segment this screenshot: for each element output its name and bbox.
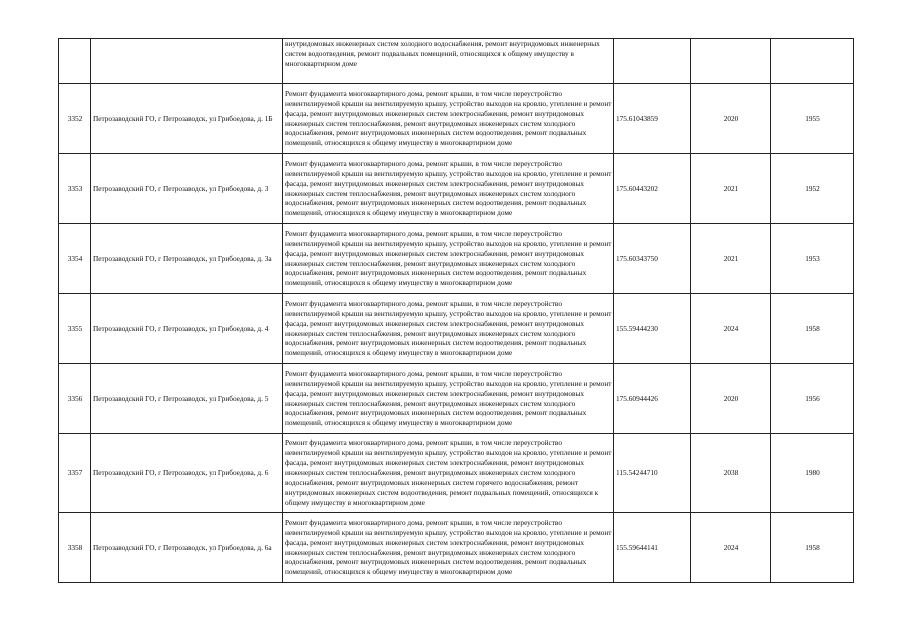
cell-year: 2024 <box>691 294 771 364</box>
cell-works: внутридомовых инженерных систем холодного водоснабжения, ремонт внутридомовых инженерных систем водоотведения, ремонт подвальных помещений, относящихся к общему имуществу в многоквартирном доме <box>283 39 614 84</box>
cell-address: Петрозаводский ГО, г Петрозаводск, ул Грибоедова, д. 6а <box>91 513 283 583</box>
cell-year: 2020 <box>691 364 771 434</box>
cell-address <box>91 39 283 84</box>
cell-cost: 155.59444230 <box>614 294 691 364</box>
cell-number: 3356 <box>59 364 91 434</box>
cell-cost: 175.60944426 <box>614 364 691 434</box>
cell-works: Ремонт фундамента многоквартирного дома, ремонт крыши, в том числе переустройство невентилируемой крыши на вентилируемую крышу, устройство выходов на кровлю, утепление и ремонт фасада, ремонт внутридомовых инженерных систем электроснабжения, ремонт внутридомовых инженерных систем теплоснабжения, ремонт внутридомовых инженерных систем холодного водоснабжения, ремонт внутридомовых инженерных систем водоотведения, ремонт подвальных помещений, относящихся к общему имуществу в многоквартирном доме <box>283 224 614 294</box>
table-row <box>59 294 854 364</box>
cell-number: 3354 <box>59 224 91 294</box>
cell-number <box>59 39 91 84</box>
table-row <box>59 84 854 154</box>
cell-year: 2020 <box>691 84 771 154</box>
cell-number: 3357 <box>59 434 91 513</box>
cell-year: 2021 <box>691 154 771 224</box>
cell-works: Ремонт фундамента многоквартирного дома, ремонт крыши, в том числе переустройство невентилируемой крыши на вентилируемую крышу, устройство выходов на кровлю, утепление и ремонт фасада, ремонт внутридомовых инженерных систем электроснабжения, ремонт внутридомовых инженерных систем теплоснабжения, ремонт внутридомовых инженерных систем холодного водоснабжения, ремонт внутридомовых инженерных систем водоотведения, ремонт подвальных помещений, относящихся к общему имуществу в многоквартирном доме <box>283 364 614 434</box>
cell-built-year: 1956 <box>771 364 854 434</box>
cell-built-year: 1952 <box>771 154 854 224</box>
cell-cost: 175.60343750 <box>614 224 691 294</box>
cell-address: Петрозаводский ГО, г Петрозаводск, ул Грибоедова, д. 3 <box>91 154 283 224</box>
cell-works: Ремонт фундамента многоквартирного дома, ремонт крыши, в том числе переустройство невентилируемой крыши на вентилируемую крышу, устройство выходов на кровлю, утепление и ремонт фасада, ремонт внутридомовых инженерных систем электроснабжения, ремонт внутридомовых инженерных систем теплоснабжения, ремонт внутридомовых инженерных систем холодного водоснабжения, ремонт внутридомовых инженерных систем горячего водоснабжения, ремонт внутридомовых инженерных систем водоотведения, ремонт подвальных помещений, относящихся к общему имуществу в многоквартирном доме <box>283 434 614 513</box>
cell-built-year: 1980 <box>771 434 854 513</box>
table-row <box>59 434 854 513</box>
cell-address: Петрозаводский ГО, г Петрозаводск, ул Грибоедова, д. 4 <box>91 294 283 364</box>
cell-year: 2021 <box>691 224 771 294</box>
table-row <box>59 364 854 434</box>
cell-works: Ремонт фундамента многоквартирного дома, ремонт крыши, в том числе переустройство невентилируемой крыши на вентилируемую крышу, устройство выходов на кровлю, утепление и ремонт фасада, ремонт внутридомовых инженерных систем электроснабжения, ремонт внутридомовых инженерных систем теплоснабжения, ремонт внутридомовых инженерных систем холодного водоснабжения, ремонт внутридомовых инженерных систем водоотведения, ремонт подвальных помещений, относящихся к общему имуществу в многоквартирном доме <box>283 294 614 364</box>
cell-address: Петрозаводский ГО, г Петрозаводск, ул Грибоедова, д. 6 <box>91 434 283 513</box>
cell-works: Ремонт фундамента многоквартирного дома, ремонт крыши, в том числе переустройство невентилируемой крыши на вентилируемую крышу, устройство выходов на кровлю, утепление и ремонт фасада, ремонт внутридомовых инженерных систем электроснабжения, ремонт внутридомовых инженерных систем теплоснабжения, ремонт внутридомовых инженерных систем холодного водоснабжения, ремонт внутридомовых инженерных систем водоотведения, ремонт подвальных помещений, относящихся к общему имуществу в многоквартирном доме <box>283 513 614 583</box>
cell-built-year: 1958 <box>771 513 854 583</box>
cell-year: 2038 <box>691 434 771 513</box>
cell-address: Петрозаводский ГО, г Петрозаводск, ул Грибоедова, д. 1Б <box>91 84 283 154</box>
repair-program-table <box>58 38 854 583</box>
cell-number: 3355 <box>59 294 91 364</box>
cell-works: Ремонт фундамента многоквартирного дома, ремонт крыши, в том числе переустройство невентилируемой крыши на вентилируемую крышу, устройство выходов на кровлю, утепление и ремонт фасада, ремонт внутридомовых инженерных систем электроснабжения, ремонт внутридомовых инженерных систем теплоснабжения, ремонт внутридомовых инженерных систем холодного водоснабжения, ремонт внутридомовых инженерных систем водоотведения, ремонт подвальных помещений, относящихся к общему имуществу в многоквартирном доме <box>283 84 614 154</box>
cell-built-year: 1953 <box>771 224 854 294</box>
cell-cost <box>614 39 691 84</box>
cell-year: 2024 <box>691 513 771 583</box>
cell-address: Петрозаводский ГО, г Петрозаводск, ул Грибоедова, д. 5 <box>91 364 283 434</box>
table-row <box>59 154 854 224</box>
cell-works: Ремонт фундамента многоквартирного дома, ремонт крыши, в том числе переустройство невентилируемой крыши на вентилируемую крышу, устройство выходов на кровлю, утепление и ремонт фасада, ремонт внутридомовых инженерных систем электроснабжения, ремонт внутридомовых инженерных систем теплоснабжения, ремонт внутридомовых инженерных систем холодного водоснабжения, ремонт внутридомовых инженерных систем водоотведения, ремонт подвальных помещений, относящихся к общему имуществу в многоквартирном доме <box>283 154 614 224</box>
cell-cost: 115.54244710 <box>614 434 691 513</box>
table-row-continued <box>59 39 854 84</box>
cell-number: 3353 <box>59 154 91 224</box>
table-row <box>59 224 854 294</box>
table-row <box>59 513 854 583</box>
cell-built-year: 1958 <box>771 294 854 364</box>
cell-cost: 175.61043859 <box>614 84 691 154</box>
cell-number: 3352 <box>59 84 91 154</box>
cell-built-year: 1955 <box>771 84 854 154</box>
cell-cost: 155.59644141 <box>614 513 691 583</box>
cell-number: 3358 <box>59 513 91 583</box>
cell-built-year <box>771 39 854 84</box>
cell-year <box>691 39 771 84</box>
cell-address: Петрозаводский ГО, г Петрозаводск, ул Грибоедова, д. 3а <box>91 224 283 294</box>
cell-cost: 175.60443202 <box>614 154 691 224</box>
